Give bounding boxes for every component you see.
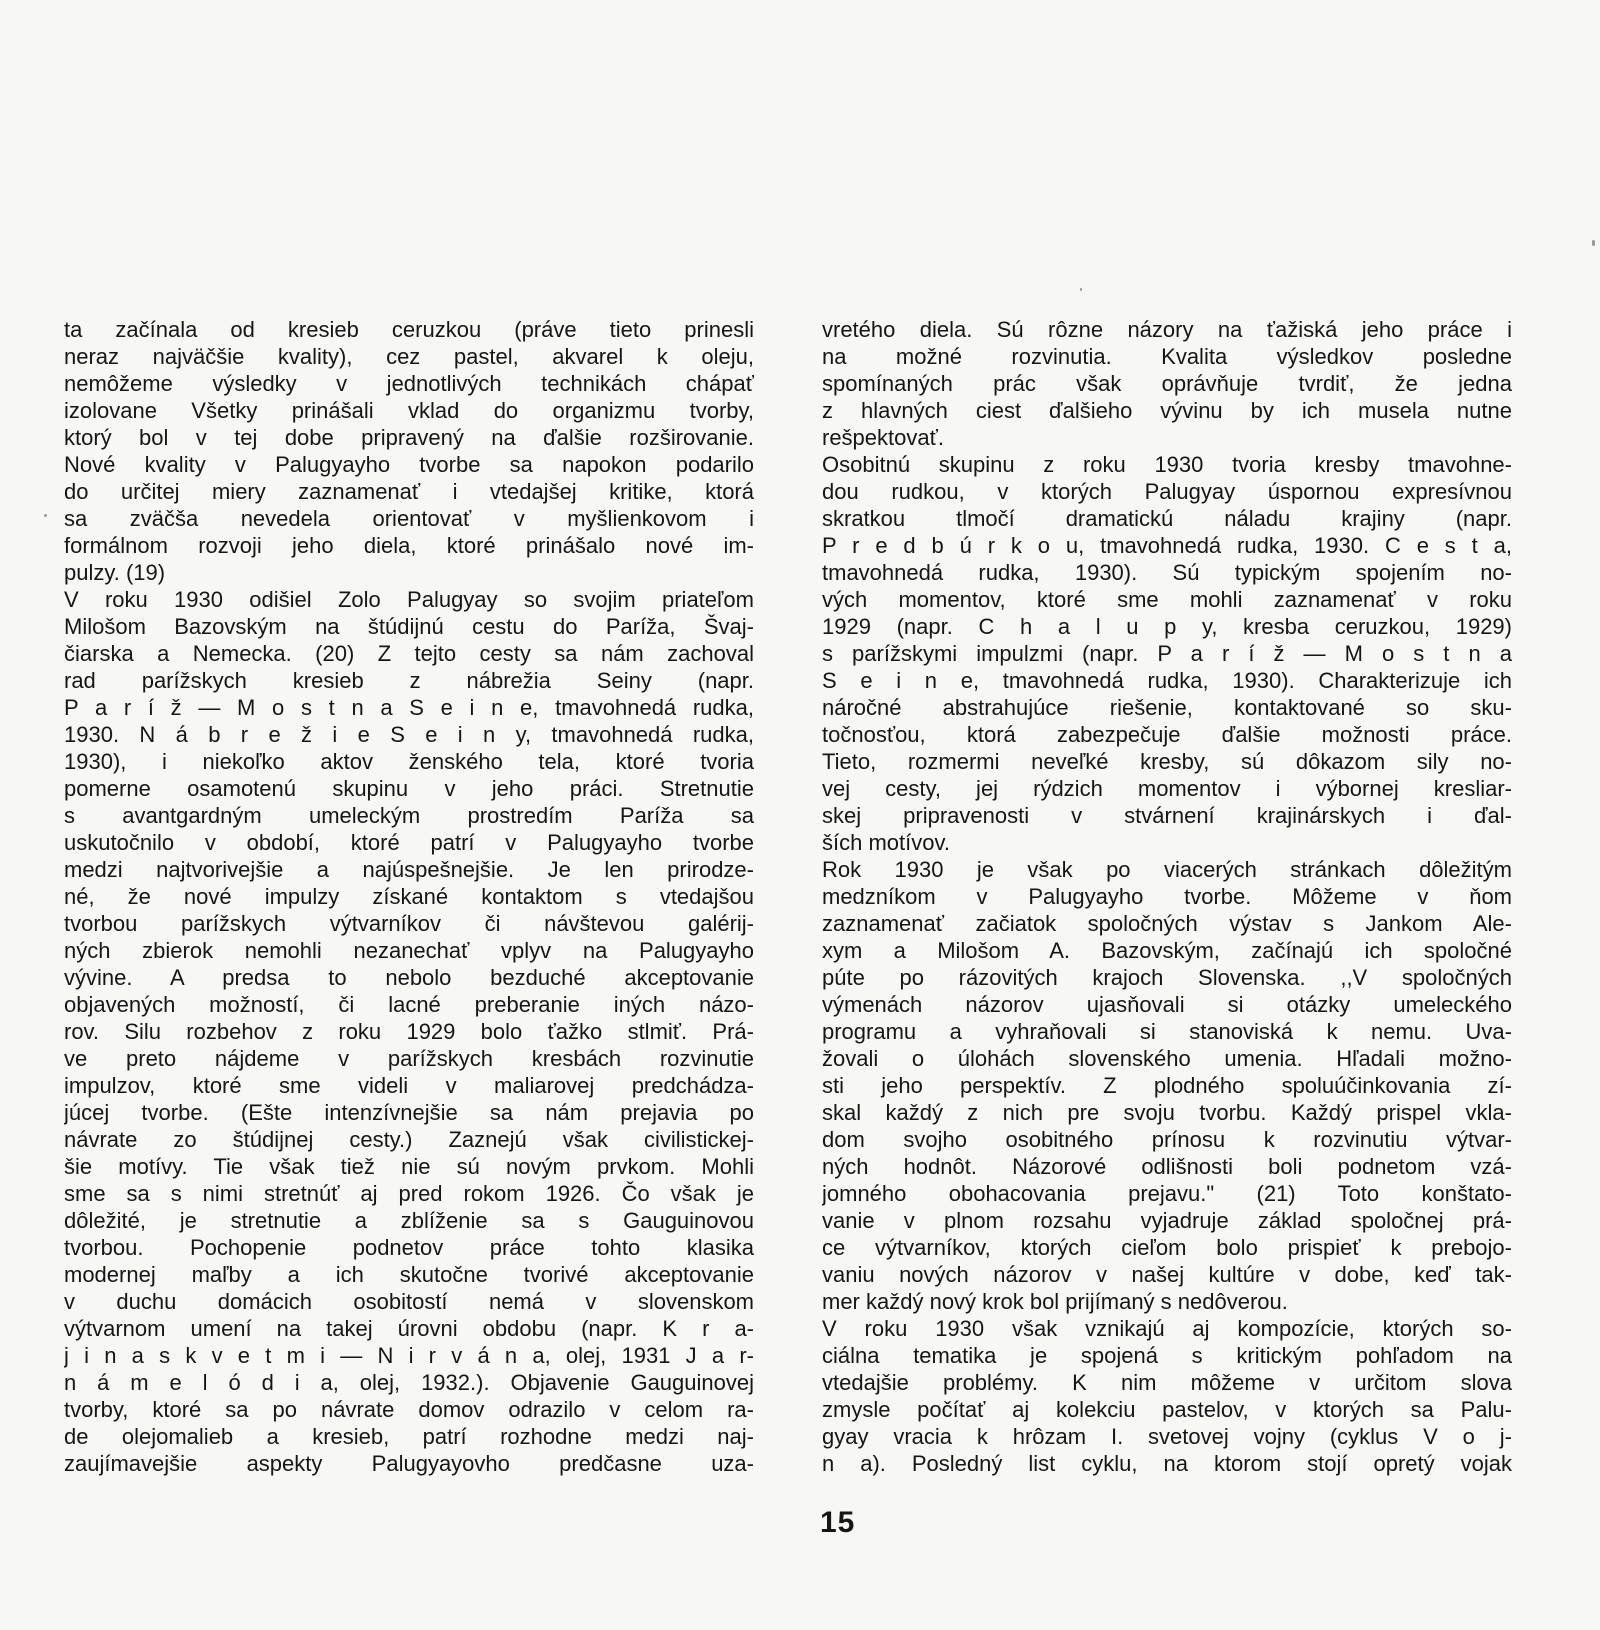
- text-line: ných zbierok nemohli nezanechať vplyv na Palugyayho: [64, 938, 754, 963]
- text-line: j i n a s k v e t m i — N i r v á n a, olej, 1931 J a r-: [64, 1343, 754, 1368]
- text-line: ciálna tematika je spojená s kritickým pohľadom na: [822, 1343, 1512, 1368]
- text-line: z hlavných ciest ďalšieho vývinu by ich musela nutne: [822, 398, 1512, 423]
- text-line: formálnom rozvoji jeho diela, ktoré prinášalo nové im-: [64, 533, 754, 558]
- text-line: šie motívy. Tie však tiež nie sú novým prvkom. Mohli: [64, 1154, 754, 1179]
- text-line: rešpektovať.: [822, 425, 944, 450]
- text-line: objavených možností, či lacné preberanie iných názo-: [64, 992, 754, 1017]
- text-line: s avantgardným umeleckým prostredím Paríža sa: [64, 803, 754, 828]
- text-line: na možné rozvinutia. Kvalita výsledkov posledne: [822, 344, 1512, 369]
- text-line: rov. Silu rozbehov z roku 1929 bolo ťažko stlmiť. Prá-: [64, 1019, 754, 1044]
- text-line: ta začínala od kresieb ceruzkou (práve tieto prinesli: [64, 317, 754, 342]
- text-line: žovali o úlohách slovenského umenia. Hľadali možno-: [822, 1046, 1512, 1071]
- text-line: s parížskymi impulzmi (napr. P a r í ž — M o s t n a: [822, 641, 1512, 666]
- text-line: né, že nové impulzy získané kontaktom s vtedajšou: [64, 884, 754, 909]
- text-line: čiarska a Nemecka. (20) Z tejto cesty sa nám zachoval: [64, 641, 754, 666]
- text-line: jomného obohacovania prejavu." (21) Toto konštato-: [822, 1181, 1512, 1206]
- text-line: ktorý bol v tej dobe pripravený na ďalšie rozširovanie.: [64, 425, 754, 450]
- text-line: vých momentov, ktoré sme mohli zaznamenať v roku: [822, 587, 1512, 612]
- text-line: výtvarnom umení na takej úrovni obdobu (napr. K r a-: [64, 1316, 754, 1341]
- text-line: vývine. A predsa to nebolo bezduché akceptovanie: [64, 965, 754, 990]
- text-line: n a). Posledný list cyklu, na ktorom stojí opretý vojak: [822, 1451, 1512, 1476]
- text-line: ných hodnôt. Názorové odlišnosti boli podnetom vzá-: [822, 1154, 1512, 1179]
- text-line: skratkou tlmočí dramatickú náladu krajiny (napr.: [822, 506, 1512, 531]
- text-line: skej pripravenosti v stvárnení krajinárskych i ďal-: [822, 803, 1512, 828]
- text-line: návrate zo štúdijnej cesty.) Zaznejú však civilistickej-: [64, 1127, 754, 1152]
- text-line: medzi najtvorivejšie a najúspešnejšie. Je len prirodze-: [64, 857, 754, 882]
- text-line: ších motívov.: [822, 830, 950, 855]
- text-line: výmenách názorov ujasňovali si otázky umeleckého: [822, 992, 1512, 1017]
- left-text-column: [64, 316, 754, 1477]
- text-line: vtedajšie problémy. K nim môžeme v určitom slova: [822, 1370, 1512, 1395]
- text-line: gyay vracia k hrôzam I. svetovej vojny (cyklus V o j-: [822, 1424, 1512, 1449]
- text-line: Milošom Bazovským na štúdijnú cestu do Paríža, Švaj-: [64, 614, 754, 639]
- text-line: 1930), i niekoľko aktov ženského tela, ktoré tvoria: [64, 749, 754, 774]
- text-line: tvorbou parížskych výtvarníkov či návštevou galérij-: [64, 911, 754, 936]
- text-line: tvorby, ktoré sa po návrate domov odrazilo v celom ra-: [64, 1397, 754, 1422]
- text-line: sa zväčša nevedela orientovať v myšlienkovom i: [64, 506, 754, 531]
- text-line: dôležité, je stretnutie a zblíženie sa s Gauguinovou: [64, 1208, 754, 1233]
- text-line: vanie v plnom rozsahu vyjadruje základ spoločnej prá-: [822, 1208, 1512, 1233]
- text-line: zaujímavejšie aspekty Palugyayovho predčasne uza-: [64, 1451, 754, 1476]
- text-line: ve preto nájdeme v parížskych kresbách rozvinutie: [64, 1046, 754, 1071]
- text-line: izolovane Všetky prinášali vklad do organizmu tvorby,: [64, 398, 754, 423]
- text-line: nemôžeme výsledky v jednotlivých technikách chápať: [64, 371, 754, 396]
- text-line: pulzy. (19): [64, 560, 166, 585]
- text-line: Rok 1930 je však po viacerých stránkach dôležitým: [822, 857, 1512, 882]
- text-line: programu a vyhraňovali si stanoviská k nemu. Uva-: [822, 1019, 1512, 1044]
- text-line: ce výtvarníkov, ktorých cieľom bolo prispieť k prebojo-: [822, 1235, 1512, 1260]
- text-line: dou rudkou, v ktorých Palugyay úspornou expresívnou: [822, 479, 1512, 504]
- text-line: zmysle počítať aj kolekciu pastelov, v ktorých sa Palu-: [822, 1397, 1512, 1422]
- page-number: 15: [820, 1506, 856, 1539]
- text-line: júcej tvorbe. (Ešte intenzívnejšie sa nám prejavia po: [64, 1100, 754, 1125]
- text-line: modernej maľby a ich skutočne tvorivé akceptovanie: [64, 1262, 754, 1287]
- text-line: vretého diela. Sú rôzne názory na ťažiská jeho práce i: [822, 317, 1512, 342]
- text-line: mer každý nový krok bol prijímaný s nedôverou.: [822, 1289, 1288, 1314]
- text-line: zaznamenať začiatok spoločných výstav s Jankom Ale-: [822, 911, 1512, 936]
- paper-speck: [1592, 240, 1595, 246]
- right-text-column: [822, 316, 1512, 1477]
- text-line: vej cesty, jej rýdzich momentov i výbornej kresliar-: [822, 776, 1512, 801]
- text-line: neraz najväčšie kvality), cez pastel, akvarel k oleju,: [64, 344, 754, 369]
- text-line: medzníkom v Palugyayho tvorbe. Môžeme v ňom: [822, 884, 1512, 909]
- text-line: impulzov, ktoré sme videli v maliarovej predchádza-: [64, 1073, 754, 1098]
- text-line: točnosťou, ktorá zabezpečuje ďalšie možnosti práce.: [822, 722, 1512, 747]
- text-line: sme sa s nimi stretnúť aj pred rokom 1926. Čo však je: [64, 1181, 754, 1206]
- text-line: skal každý z nich pre svoju tvorbu. Každý prispel vkla-: [822, 1100, 1512, 1125]
- text-line: spomínaných prác však oprávňuje tvrdiť, že jedna: [822, 371, 1512, 396]
- text-line: náročné abstrahujúce riešenie, kontaktované so sku-: [822, 695, 1512, 720]
- paper-speck: [44, 514, 47, 517]
- paper-speck: [1080, 288, 1082, 291]
- text-line: S e i n e, tmavohnedá rudka, 1930). Charakterizuje ich: [822, 668, 1512, 693]
- text-line: rad parížskych kresieb z nábrežia Seiny (napr.: [64, 668, 754, 693]
- text-line: v duchu domácich osobitostí nemá v slovenskom: [64, 1289, 754, 1314]
- text-line: do určitej miery zaznamenať i vtedajšej kritike, ktorá: [64, 479, 754, 504]
- text-line: n á m e l ó d i a, olej, 1932.). Objavenie Gauguinovej: [64, 1370, 754, 1395]
- text-line: de olejomalieb a kresieb, patrí rozhodne medzi naj-: [64, 1424, 754, 1449]
- text-line: tmavohnedá rudka, 1930). Sú typickým spojením no-: [822, 560, 1512, 585]
- text-line: P a r í ž — M o s t n a S e i n e, tmavohnedá rudka,: [64, 695, 754, 720]
- text-line: sti jeho perspektív. Z plodného spoluúčinkovania zí-: [822, 1073, 1512, 1098]
- text-line: púte po rázovitých krajoch Slovenska. ,,V spoločných: [822, 965, 1512, 990]
- text-line: Nové kvality v Palugyayho tvorbe sa napokon podarilo: [64, 452, 754, 477]
- text-line: Osobitnú skupinu z roku 1930 tvoria kresby tmavohne-: [822, 452, 1512, 477]
- text-line: P r e d b ú r k o u, tmavohnedá rudka, 1930. C e s t a,: [822, 533, 1512, 558]
- text-line: xym a Milošom A. Bazovským, začínajú ich spoločné: [822, 938, 1512, 963]
- text-line: uskutočnilo v období, ktoré patrí v Palugyayho tvorbe: [64, 830, 754, 855]
- text-line: 1929 (napr. C h a l u p y, kresba ceruzkou, 1929): [822, 614, 1512, 639]
- text-line: vaniu nových názorov v našej kultúre v dobe, keď tak-: [822, 1262, 1512, 1287]
- text-line: dom svojho osobitného prínosu k rozvinutiu výtvar-: [822, 1127, 1512, 1152]
- text-line: tvorbou. Pochopenie podnetov práce tohto klasika: [64, 1235, 754, 1260]
- text-line: V roku 1930 však vznikajú aj kompozície, ktorých so-: [822, 1316, 1512, 1341]
- text-line: 1930. N á b r e ž i e S e i n y, tmavohnedá rudka,: [64, 722, 754, 747]
- text-line: Tieto, rozmermi neveľké kresby, sú dôkazom sily no-: [822, 749, 1512, 774]
- text-line: pomerne osamotenú skupinu v jeho práci. Stretnutie: [64, 776, 754, 801]
- text-line: V roku 1930 odišiel Zolo Palugyay so svojim priateľom: [64, 587, 754, 612]
